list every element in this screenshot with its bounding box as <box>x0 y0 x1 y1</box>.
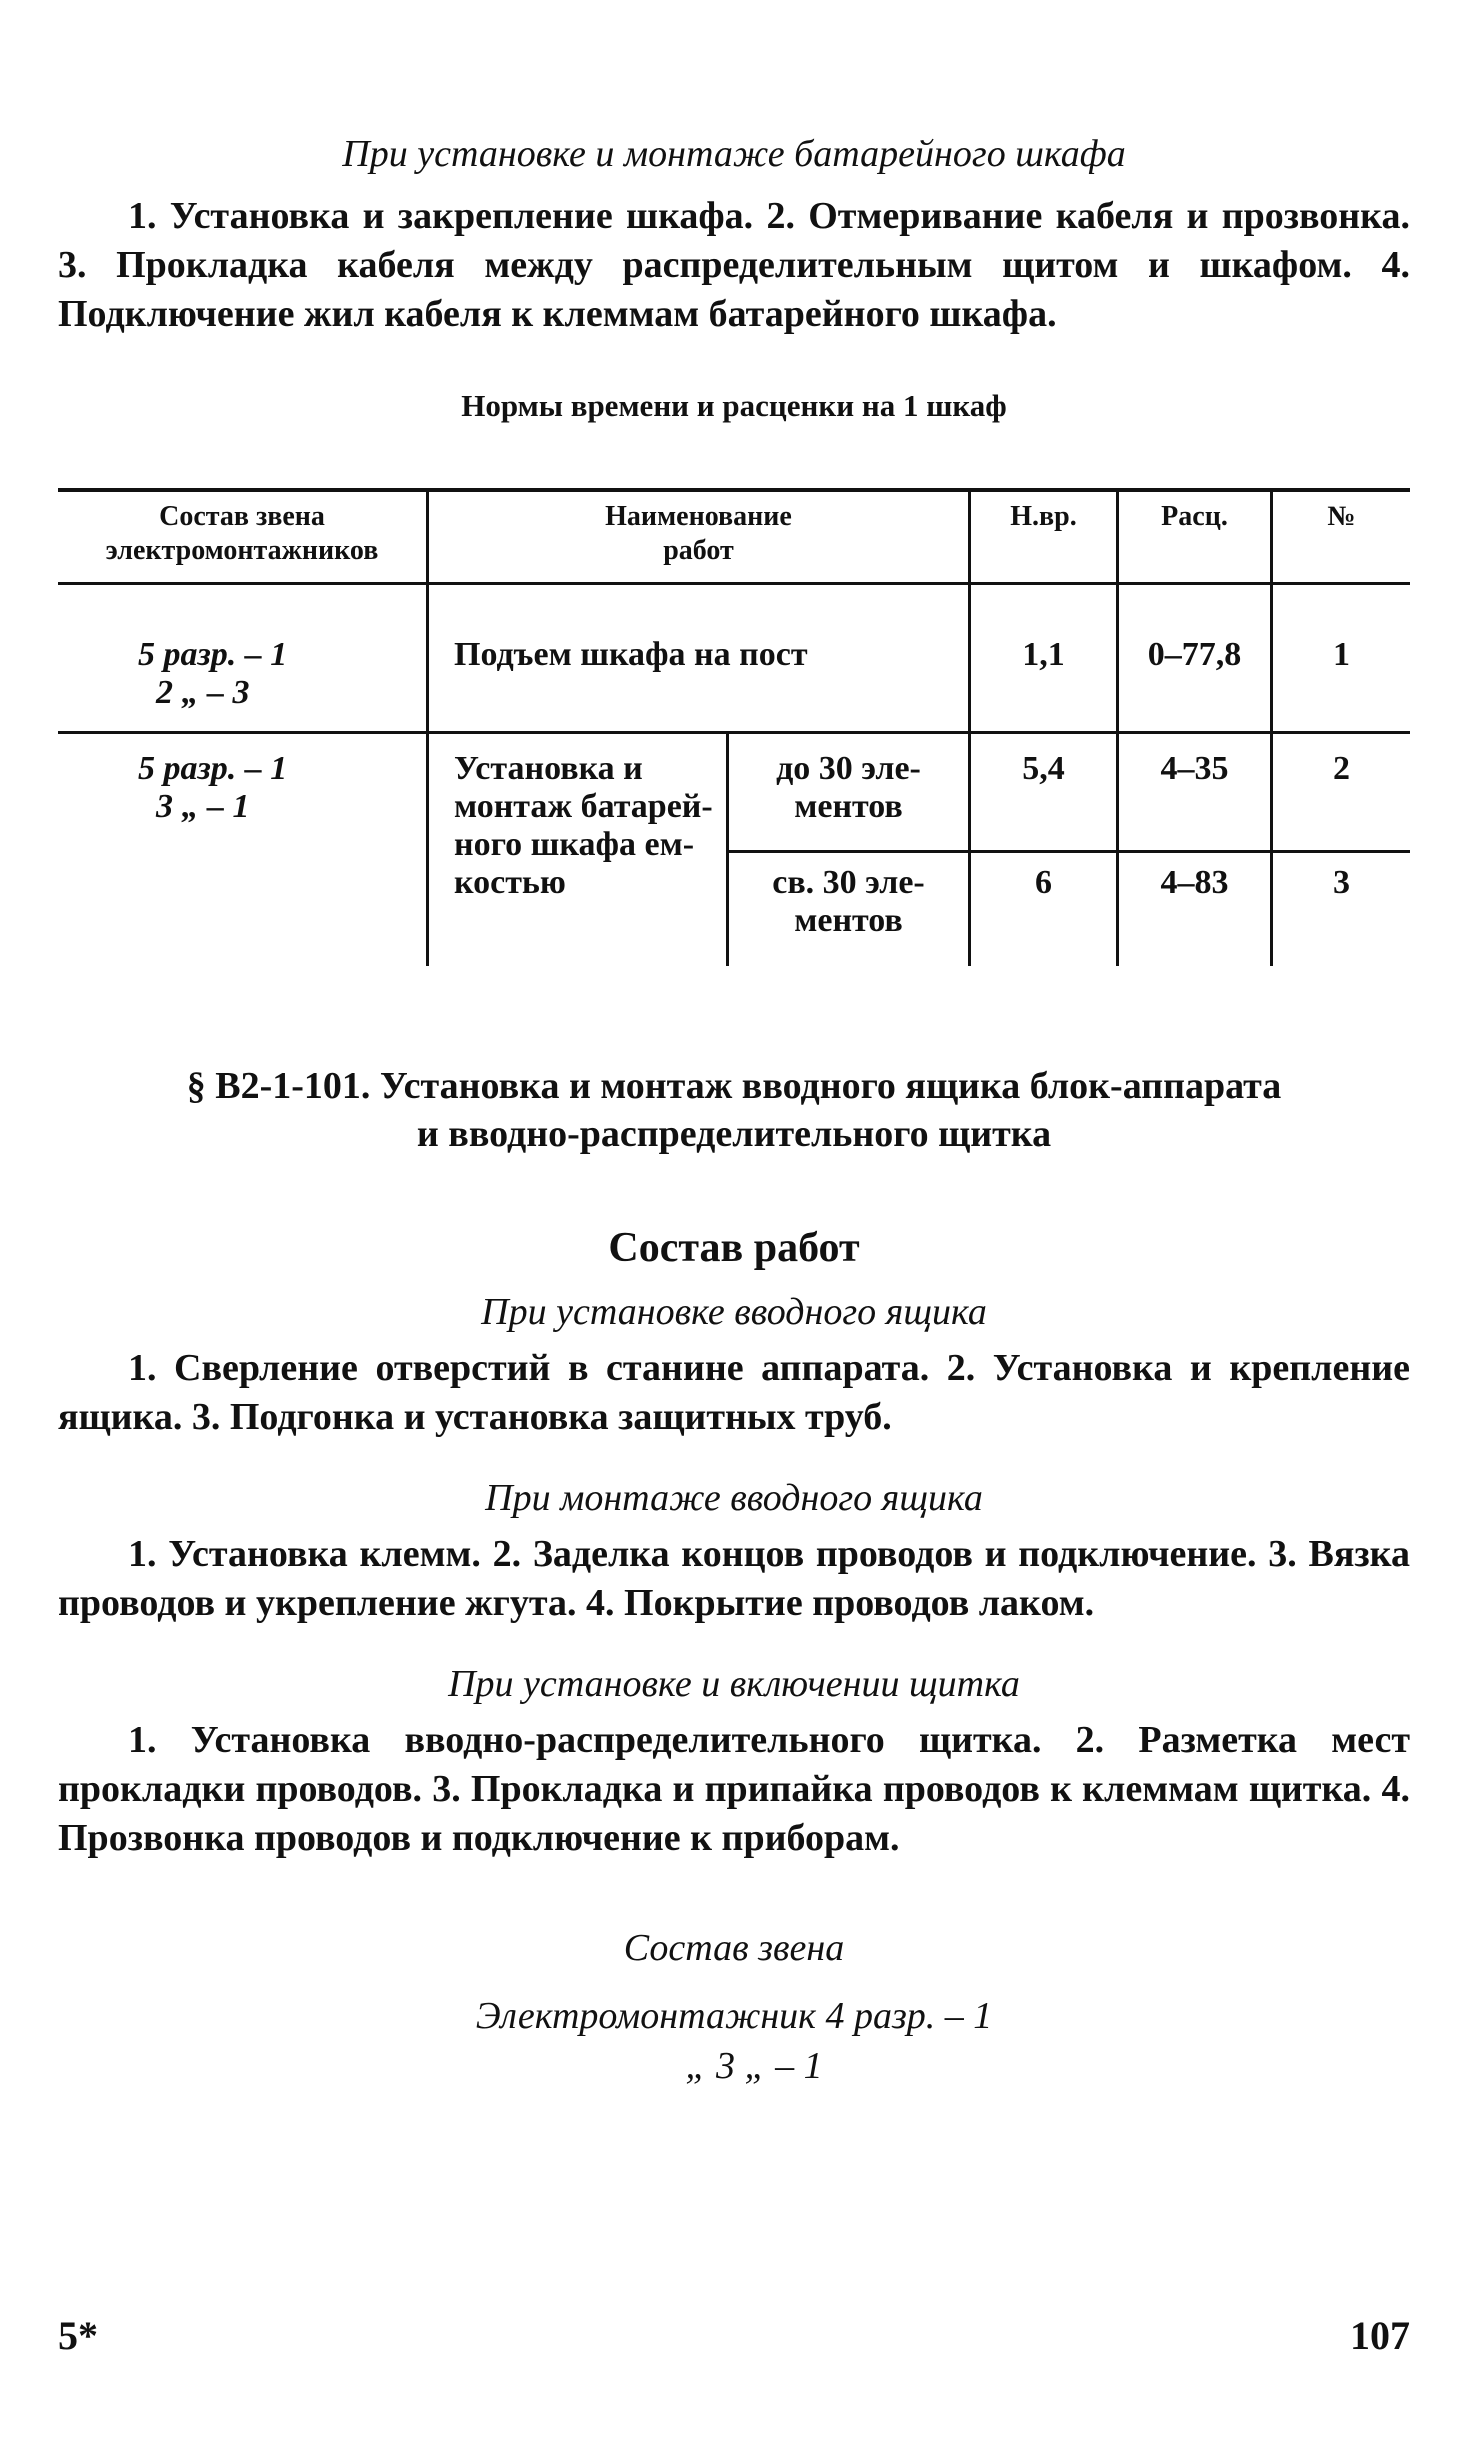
crew-line: 5 разр. – 1 <box>138 636 288 673</box>
block-text: 1. Установка вводно-распределительного щитка. 2. Разметка мест прокладки проводов. 3. Прокладка и припайка проводов к клеммам щитка. 4. Прозвонка проводов и подключение к приборам. <box>58 1719 1410 1859</box>
footer-signature-mark: 5* <box>58 2313 98 2358</box>
row2-work <box>454 750 713 902</box>
block-subtitle: При установке и включении щитка <box>448 1663 1020 1705</box>
condition-line: ментов <box>794 902 903 939</box>
row1-no: 1 <box>1333 636 1350 673</box>
section-title-line: и вводно-распределительного щитка <box>416 1113 1052 1155</box>
work-line: ного шкафа ем- <box>454 826 695 863</box>
row2b-condition <box>729 864 968 940</box>
page-number: 107 <box>1350 2313 1410 2358</box>
row1-rate: 0–77,8 <box>1147 636 1242 673</box>
condition-line: до 30 эле- <box>776 750 921 787</box>
row2b-norm: 6 <box>1035 864 1052 901</box>
row1-crew <box>138 636 287 712</box>
block-subtitle: При монтаже вводного ящика <box>485 1477 983 1519</box>
condition-line: ментов <box>794 788 903 825</box>
header-work-line: Наименование <box>605 501 792 532</box>
row2a-norm: 5,4 <box>1022 750 1065 787</box>
crew-line: 2 „ – 3 <box>156 674 250 711</box>
row2a-rate: 4–35 <box>1160 750 1229 787</box>
row2b-rate: 4–83 <box>1160 864 1229 901</box>
header-norm: Н.вр. <box>1010 501 1077 532</box>
table-top-rule <box>58 488 1410 492</box>
table-header-rule <box>58 582 1410 585</box>
row2-crew <box>138 750 287 826</box>
row1-norm: 1,1 <box>1022 636 1065 673</box>
header-rate: Расц. <box>1161 501 1228 532</box>
header-crew-line: Состав звена <box>159 501 325 532</box>
table-subrow-rule <box>726 850 1410 853</box>
condition-line: св. 30 эле- <box>772 864 925 901</box>
row2a-condition <box>729 750 968 826</box>
crew-line: Электромонтажник 4 разр. – 1 <box>475 1995 993 2037</box>
table-caption: Нормы времени и расценки на 1 шкаф <box>461 388 1007 423</box>
crew-line: 3 „ – 1 <box>156 788 250 825</box>
crew-line: 5 разр. – 1 <box>138 750 288 787</box>
section-title-line: § В2-1-101. Установка и монтаж вводного ящика блок-аппарата <box>186 1065 1282 1107</box>
block-text: 1. Установка клемм. 2. Заделка концов проводов и подключение. 3. Вязка проводов и укрепление жгута. 4. Покрытие проводов лаком. <box>58 1533 1410 1624</box>
work-line: костью <box>454 864 566 901</box>
work-line: Установка и <box>454 750 643 787</box>
header-work <box>429 500 968 568</box>
header-crew <box>58 500 426 568</box>
section-text: 1. Установка и закрепление шкафа. 2. Отмеривание кабеля и прозвонка. 3. Прокладка кабеля между распределительным щитом и шкафом. 4. Подключение жил кабеля к клеммам батарейного шкафа. <box>58 195 1410 335</box>
section-subtitle: При установке и монтаже батарейного шкафа <box>342 133 1126 175</box>
header-no: № <box>1327 501 1356 532</box>
header-crew-line: электромонтажников <box>105 535 379 566</box>
norms-table <box>58 488 1410 966</box>
crew-line: „ 3 „ – 1 <box>685 2045 823 2087</box>
crew-title: Состав звена <box>623 1927 845 1969</box>
section-title <box>58 1062 1410 1158</box>
block-subtitle: При установке вводного ящика <box>481 1291 987 1333</box>
table-row-rule <box>58 731 1410 734</box>
row2b-no: 3 <box>1333 864 1350 901</box>
row1-work: Подъем шкафа на пост <box>454 636 808 673</box>
block-text: 1. Сверление отверстий в станине аппарата. 2. Установка и крепление ящика. 3. Подгонка и установка защитных труб. <box>58 1347 1410 1438</box>
composition-title: Состав работ <box>608 1225 860 1271</box>
header-work-line: работ <box>663 535 734 566</box>
work-line: монтаж батарей- <box>454 788 713 825</box>
row2a-no: 2 <box>1333 750 1350 787</box>
